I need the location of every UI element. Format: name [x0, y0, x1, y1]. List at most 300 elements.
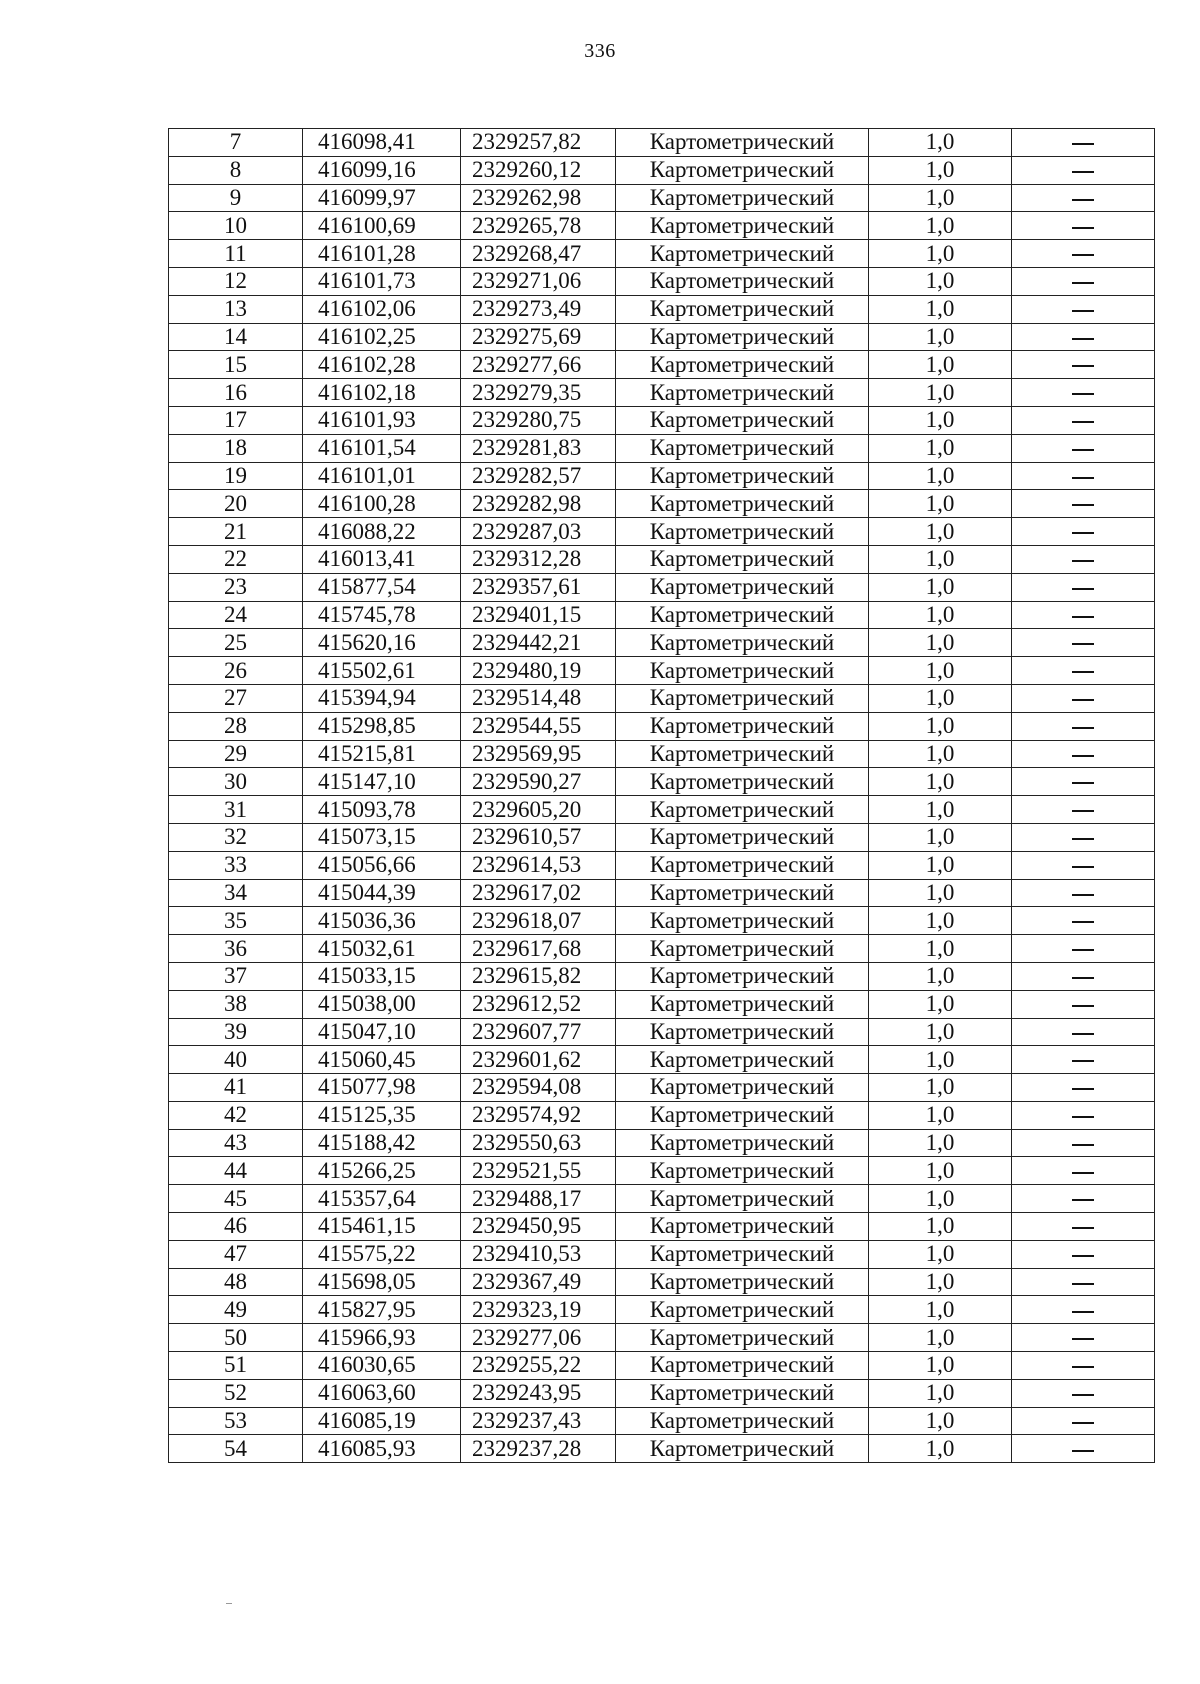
accuracy-cell: 1,0: [869, 462, 1012, 490]
accuracy-cell: 1,0: [869, 1435, 1012, 1463]
description-cell: [1012, 129, 1155, 157]
table-row: [169, 212, 1155, 240]
point-number-cell: 37: [169, 962, 303, 990]
accuracy-cell: 1,0: [869, 1268, 1012, 1296]
method-cell: Картометрический: [616, 1268, 869, 1296]
method-cell: Картометрический: [616, 823, 869, 851]
point-number-cell: 10: [169, 212, 303, 240]
table-row: [169, 434, 1155, 462]
x-coordinate-cell: 416013,41: [303, 545, 461, 573]
dash-mark: [1072, 949, 1094, 951]
dash-mark: [1072, 1172, 1094, 1174]
accuracy-cell: 1,0: [869, 851, 1012, 879]
description-cell: [1012, 1129, 1155, 1157]
y-coordinate-cell: 2329594,08: [461, 1074, 616, 1102]
table-row: [169, 573, 1155, 601]
dash-mark: [1072, 254, 1094, 256]
description-cell: [1012, 712, 1155, 740]
table-row: [169, 629, 1155, 657]
point-number-cell: 25: [169, 629, 303, 657]
x-coordinate-cell: 416100,28: [303, 490, 461, 518]
method-cell: Картометрический: [616, 879, 869, 907]
description-cell: [1012, 295, 1155, 323]
description-cell: [1012, 1240, 1155, 1268]
dash-mark: [1072, 199, 1094, 201]
point-number-cell: 19: [169, 462, 303, 490]
x-coordinate-cell: 415827,95: [303, 1296, 461, 1324]
point-number-cell: 47: [169, 1240, 303, 1268]
method-cell: Картометрический: [616, 962, 869, 990]
x-coordinate-cell: 416102,18: [303, 379, 461, 407]
accuracy-cell: 1,0: [869, 823, 1012, 851]
table-row: [169, 129, 1155, 157]
table-row: [169, 768, 1155, 796]
dash-mark: [1072, 532, 1094, 534]
point-number-cell: 15: [169, 351, 303, 379]
dash-mark: [1072, 365, 1094, 367]
dash-mark: [1072, 1144, 1094, 1146]
dash-mark: [1072, 1005, 1094, 1007]
point-number-cell: 8: [169, 156, 303, 184]
dash-mark: [1072, 866, 1094, 868]
x-coordinate-cell: 415745,78: [303, 601, 461, 629]
method-cell: Картометрический: [616, 1074, 869, 1102]
y-coordinate-cell: 2329617,02: [461, 879, 616, 907]
y-coordinate-cell: 2329280,75: [461, 406, 616, 434]
point-number-cell: 29: [169, 740, 303, 768]
point-number-cell: 50: [169, 1324, 303, 1352]
table-row: [169, 907, 1155, 935]
description-cell: [1012, 796, 1155, 824]
method-cell: Картометрический: [616, 129, 869, 157]
x-coordinate-cell: 415215,81: [303, 740, 461, 768]
table-row: [169, 156, 1155, 184]
dash-mark: [1072, 671, 1094, 673]
method-cell: Картометрический: [616, 1157, 869, 1185]
point-number-cell: 41: [169, 1074, 303, 1102]
method-cell: Картометрический: [616, 212, 869, 240]
description-cell: [1012, 1296, 1155, 1324]
table-row: [169, 823, 1155, 851]
table-row: [169, 267, 1155, 295]
description-cell: [1012, 1101, 1155, 1129]
table-row: [169, 962, 1155, 990]
method-cell: Картометрический: [616, 740, 869, 768]
dash-mark: [1072, 921, 1094, 923]
accuracy-cell: 1,0: [869, 1324, 1012, 1352]
accuracy-cell: 1,0: [869, 1296, 1012, 1324]
x-coordinate-cell: 416099,16: [303, 156, 461, 184]
accuracy-cell: 1,0: [869, 129, 1012, 157]
y-coordinate-cell: 2329521,55: [461, 1157, 616, 1185]
method-cell: Картометрический: [616, 184, 869, 212]
y-coordinate-cell: 2329410,53: [461, 1240, 616, 1268]
x-coordinate-cell: 415038,00: [303, 990, 461, 1018]
table-row: [169, 601, 1155, 629]
x-coordinate-cell: 415620,16: [303, 629, 461, 657]
point-number-cell: 22: [169, 545, 303, 573]
description-cell: [1012, 351, 1155, 379]
point-number-cell: 44: [169, 1157, 303, 1185]
description-cell: [1012, 1435, 1155, 1463]
method-cell: Картометрический: [616, 1296, 869, 1324]
point-number-cell: 40: [169, 1046, 303, 1074]
x-coordinate-cell: 416101,93: [303, 406, 461, 434]
description-cell: [1012, 156, 1155, 184]
description-cell: [1012, 740, 1155, 768]
table-row: [169, 1296, 1155, 1324]
method-cell: Картометрический: [616, 518, 869, 546]
description-cell: [1012, 184, 1155, 212]
method-cell: Картометрический: [616, 351, 869, 379]
method-cell: Картометрический: [616, 490, 869, 518]
dash-mark: [1072, 616, 1094, 618]
description-cell: [1012, 240, 1155, 268]
point-number-cell: 7: [169, 129, 303, 157]
point-number-cell: 39: [169, 1018, 303, 1046]
y-coordinate-cell: 2329618,07: [461, 907, 616, 935]
accuracy-cell: 1,0: [869, 295, 1012, 323]
description-cell: [1012, 1379, 1155, 1407]
x-coordinate-cell: 415394,94: [303, 684, 461, 712]
accuracy-cell: 1,0: [869, 990, 1012, 1018]
table-row: [169, 1407, 1155, 1435]
description-cell: [1012, 935, 1155, 963]
y-coordinate-cell: 2329255,22: [461, 1352, 616, 1380]
table-row: [169, 1018, 1155, 1046]
table-row: [169, 490, 1155, 518]
table-row: [169, 935, 1155, 963]
method-cell: Картометрический: [616, 990, 869, 1018]
y-coordinate-cell: 2329610,57: [461, 823, 616, 851]
accuracy-cell: 1,0: [869, 267, 1012, 295]
method-cell: Картометрический: [616, 573, 869, 601]
accuracy-cell: 1,0: [869, 657, 1012, 685]
accuracy-cell: 1,0: [869, 240, 1012, 268]
description-cell: [1012, 518, 1155, 546]
y-coordinate-cell: 2329312,28: [461, 545, 616, 573]
dash-mark: [1072, 1422, 1094, 1424]
dash-mark: [1072, 588, 1094, 590]
description-cell: [1012, 1157, 1155, 1185]
description-cell: [1012, 879, 1155, 907]
point-number-cell: 45: [169, 1185, 303, 1213]
y-coordinate-cell: 2329257,82: [461, 129, 616, 157]
description-cell: [1012, 1046, 1155, 1074]
point-number-cell: 18: [169, 434, 303, 462]
table-row: [169, 684, 1155, 712]
point-number-cell: 24: [169, 601, 303, 629]
accuracy-cell: 1,0: [869, 1352, 1012, 1380]
y-coordinate-cell: 2329268,47: [461, 240, 616, 268]
dash-mark: [1072, 560, 1094, 562]
dash-mark: [1072, 1338, 1094, 1340]
dash-mark: [1072, 449, 1094, 451]
accuracy-cell: 1,0: [869, 351, 1012, 379]
table-row: [169, 351, 1155, 379]
x-coordinate-cell: 415093,78: [303, 796, 461, 824]
table-row: [169, 462, 1155, 490]
accuracy-cell: 1,0: [869, 879, 1012, 907]
x-coordinate-cell: 415036,36: [303, 907, 461, 935]
accuracy-cell: 1,0: [869, 434, 1012, 462]
table-row: [169, 379, 1155, 407]
method-cell: Картометрический: [616, 684, 869, 712]
description-cell: [1012, 323, 1155, 351]
description-cell: [1012, 907, 1155, 935]
method-cell: Картометрический: [616, 379, 869, 407]
description-cell: [1012, 629, 1155, 657]
y-coordinate-cell: 2329617,68: [461, 935, 616, 963]
y-coordinate-cell: 2329480,19: [461, 657, 616, 685]
y-coordinate-cell: 2329277,66: [461, 351, 616, 379]
y-coordinate-cell: 2329367,49: [461, 1268, 616, 1296]
accuracy-cell: 1,0: [869, 573, 1012, 601]
y-coordinate-cell: 2329607,77: [461, 1018, 616, 1046]
y-coordinate-cell: 2329260,12: [461, 156, 616, 184]
description-cell: [1012, 434, 1155, 462]
y-coordinate-cell: 2329323,19: [461, 1296, 616, 1324]
description-cell: [1012, 267, 1155, 295]
y-coordinate-cell: 2329287,03: [461, 518, 616, 546]
point-number-cell: 34: [169, 879, 303, 907]
accuracy-cell: 1,0: [869, 684, 1012, 712]
y-coordinate-cell: 2329282,57: [461, 462, 616, 490]
description-cell: [1012, 601, 1155, 629]
accuracy-cell: 1,0: [869, 1046, 1012, 1074]
dash-mark: [1072, 1116, 1094, 1118]
description-cell: [1012, 823, 1155, 851]
description-cell: [1012, 462, 1155, 490]
table-row: [169, 990, 1155, 1018]
dash-mark: [1072, 393, 1094, 395]
method-cell: Картометрический: [616, 406, 869, 434]
accuracy-cell: 1,0: [869, 1407, 1012, 1435]
dash-mark: [1072, 782, 1094, 784]
method-cell: Картометрический: [616, 601, 869, 629]
description-cell: [1012, 1018, 1155, 1046]
x-coordinate-cell: 415266,25: [303, 1157, 461, 1185]
description-cell: [1012, 851, 1155, 879]
y-coordinate-cell: 2329275,69: [461, 323, 616, 351]
dash-mark: [1072, 1283, 1094, 1285]
point-number-cell: 38: [169, 990, 303, 1018]
x-coordinate-cell: 415077,98: [303, 1074, 461, 1102]
dash-mark: [1072, 838, 1094, 840]
description-cell: [1012, 962, 1155, 990]
y-coordinate-cell: 2329273,49: [461, 295, 616, 323]
description-cell: [1012, 406, 1155, 434]
dash-mark: [1072, 310, 1094, 312]
accuracy-cell: 1,0: [869, 796, 1012, 824]
y-coordinate-cell: 2329262,98: [461, 184, 616, 212]
x-coordinate-cell: 416030,65: [303, 1352, 461, 1380]
description-cell: [1012, 1324, 1155, 1352]
point-number-cell: 36: [169, 935, 303, 963]
x-coordinate-cell: 416102,28: [303, 351, 461, 379]
method-cell: Картометрический: [616, 657, 869, 685]
point-number-cell: 13: [169, 295, 303, 323]
y-coordinate-cell: 2329574,92: [461, 1101, 616, 1129]
y-coordinate-cell: 2329615,82: [461, 962, 616, 990]
table-row: [169, 1352, 1155, 1380]
dash-mark: [1072, 977, 1094, 979]
description-cell: [1012, 684, 1155, 712]
x-coordinate-cell: 415073,15: [303, 823, 461, 851]
y-coordinate-cell: 2329237,43: [461, 1407, 616, 1435]
y-coordinate-cell: 2329605,20: [461, 796, 616, 824]
x-coordinate-cell: 416101,54: [303, 434, 461, 462]
description-cell: [1012, 1407, 1155, 1435]
dash-mark: [1072, 338, 1094, 340]
point-number-cell: 16: [169, 379, 303, 407]
table-row: [169, 796, 1155, 824]
y-coordinate-cell: 2329281,83: [461, 434, 616, 462]
dash-mark: [1072, 1394, 1094, 1396]
accuracy-cell: 1,0: [869, 212, 1012, 240]
y-coordinate-cell: 2329601,62: [461, 1046, 616, 1074]
accuracy-cell: 1,0: [869, 1018, 1012, 1046]
description-cell: [1012, 490, 1155, 518]
method-cell: Картометрический: [616, 1213, 869, 1241]
method-cell: Картометрический: [616, 295, 869, 323]
x-coordinate-cell: 415461,15: [303, 1213, 461, 1241]
point-number-cell: 48: [169, 1268, 303, 1296]
description-cell: [1012, 1185, 1155, 1213]
point-number-cell: 14: [169, 323, 303, 351]
table-row: [169, 851, 1155, 879]
accuracy-cell: 1,0: [869, 545, 1012, 573]
point-number-cell: 35: [169, 907, 303, 935]
accuracy-cell: 1,0: [869, 768, 1012, 796]
y-coordinate-cell: 2329550,63: [461, 1129, 616, 1157]
method-cell: Картометрический: [616, 323, 869, 351]
x-coordinate-cell: 415966,93: [303, 1324, 461, 1352]
y-coordinate-cell: 2329282,98: [461, 490, 616, 518]
table-row: [169, 712, 1155, 740]
x-coordinate-cell: 415298,85: [303, 712, 461, 740]
method-cell: Картометрический: [616, 768, 869, 796]
method-cell: Картометрический: [616, 1046, 869, 1074]
table-row: [169, 1129, 1155, 1157]
x-coordinate-cell: 415047,10: [303, 1018, 461, 1046]
point-number-cell: 11: [169, 240, 303, 268]
table-row: [169, 518, 1155, 546]
method-cell: Картометрический: [616, 1129, 869, 1157]
method-cell: Картометрический: [616, 1435, 869, 1463]
dash-mark: [1072, 1366, 1094, 1368]
method-cell: Картометрический: [616, 851, 869, 879]
x-coordinate-cell: 415188,42: [303, 1129, 461, 1157]
accuracy-cell: 1,0: [869, 1379, 1012, 1407]
y-coordinate-cell: 2329614,53: [461, 851, 616, 879]
accuracy-cell: 1,0: [869, 1101, 1012, 1129]
y-coordinate-cell: 2329450,95: [461, 1213, 616, 1241]
description-cell: [1012, 657, 1155, 685]
table-row: [169, 1101, 1155, 1129]
point-number-cell: 53: [169, 1407, 303, 1435]
x-coordinate-cell: 415032,61: [303, 935, 461, 963]
point-number-cell: 32: [169, 823, 303, 851]
y-coordinate-cell: 2329265,78: [461, 212, 616, 240]
dash-mark: [1072, 1033, 1094, 1035]
y-coordinate-cell: 2329271,06: [461, 267, 616, 295]
table-row: [169, 879, 1155, 907]
description-cell: [1012, 1074, 1155, 1102]
description-cell: [1012, 545, 1155, 573]
method-cell: Картометрический: [616, 545, 869, 573]
table-row: [169, 1046, 1155, 1074]
accuracy-cell: 1,0: [869, 712, 1012, 740]
accuracy-cell: 1,0: [869, 184, 1012, 212]
point-number-cell: 33: [169, 851, 303, 879]
accuracy-cell: 1,0: [869, 1074, 1012, 1102]
page-number: 336: [584, 40, 616, 62]
accuracy-cell: 1,0: [869, 1240, 1012, 1268]
x-coordinate-cell: 416085,19: [303, 1407, 461, 1435]
x-coordinate-cell: 415060,45: [303, 1046, 461, 1074]
accuracy-cell: 1,0: [869, 1129, 1012, 1157]
point-number-cell: 46: [169, 1213, 303, 1241]
x-coordinate-cell: 415575,22: [303, 1240, 461, 1268]
table-row: [169, 1379, 1155, 1407]
x-coordinate-cell: 415357,64: [303, 1185, 461, 1213]
point-number-cell: 30: [169, 768, 303, 796]
method-cell: Картометрический: [616, 156, 869, 184]
description-cell: [1012, 1352, 1155, 1380]
dash-mark: [1072, 477, 1094, 479]
point-number-cell: 21: [169, 518, 303, 546]
accuracy-cell: 1,0: [869, 962, 1012, 990]
table-row: [169, 545, 1155, 573]
method-cell: Картометрический: [616, 1240, 869, 1268]
method-cell: Картометрический: [616, 1018, 869, 1046]
table-row: [169, 240, 1155, 268]
table-row: [169, 740, 1155, 768]
y-coordinate-cell: 2329514,48: [461, 684, 616, 712]
x-coordinate-cell: 415033,15: [303, 962, 461, 990]
accuracy-cell: 1,0: [869, 629, 1012, 657]
table-row: [169, 323, 1155, 351]
table-row: [169, 1268, 1155, 1296]
method-cell: Картометрический: [616, 1324, 869, 1352]
table-body: [169, 129, 1155, 1463]
table-row: [169, 1213, 1155, 1241]
coordinates-table: [168, 128, 1155, 1463]
y-coordinate-cell: 2329279,35: [461, 379, 616, 407]
y-coordinate-cell: 2329590,27: [461, 768, 616, 796]
dash-mark: [1072, 699, 1094, 701]
method-cell: Картометрический: [616, 1379, 869, 1407]
point-number-cell: 12: [169, 267, 303, 295]
x-coordinate-cell: 416098,41: [303, 129, 461, 157]
x-coordinate-cell: 416088,22: [303, 518, 461, 546]
table-row: [169, 1185, 1155, 1213]
dash-mark: [1072, 171, 1094, 173]
accuracy-cell: 1,0: [869, 406, 1012, 434]
dash-mark: [1072, 1088, 1094, 1090]
method-cell: Картометрический: [616, 1407, 869, 1435]
accuracy-cell: 1,0: [869, 1213, 1012, 1241]
description-cell: [1012, 379, 1155, 407]
description-cell: [1012, 768, 1155, 796]
point-number-cell: 26: [169, 657, 303, 685]
accuracy-cell: 1,0: [869, 518, 1012, 546]
point-number-cell: 9: [169, 184, 303, 212]
point-number-cell: 52: [169, 1379, 303, 1407]
dash-mark: [1072, 1311, 1094, 1313]
table-row: [169, 184, 1155, 212]
